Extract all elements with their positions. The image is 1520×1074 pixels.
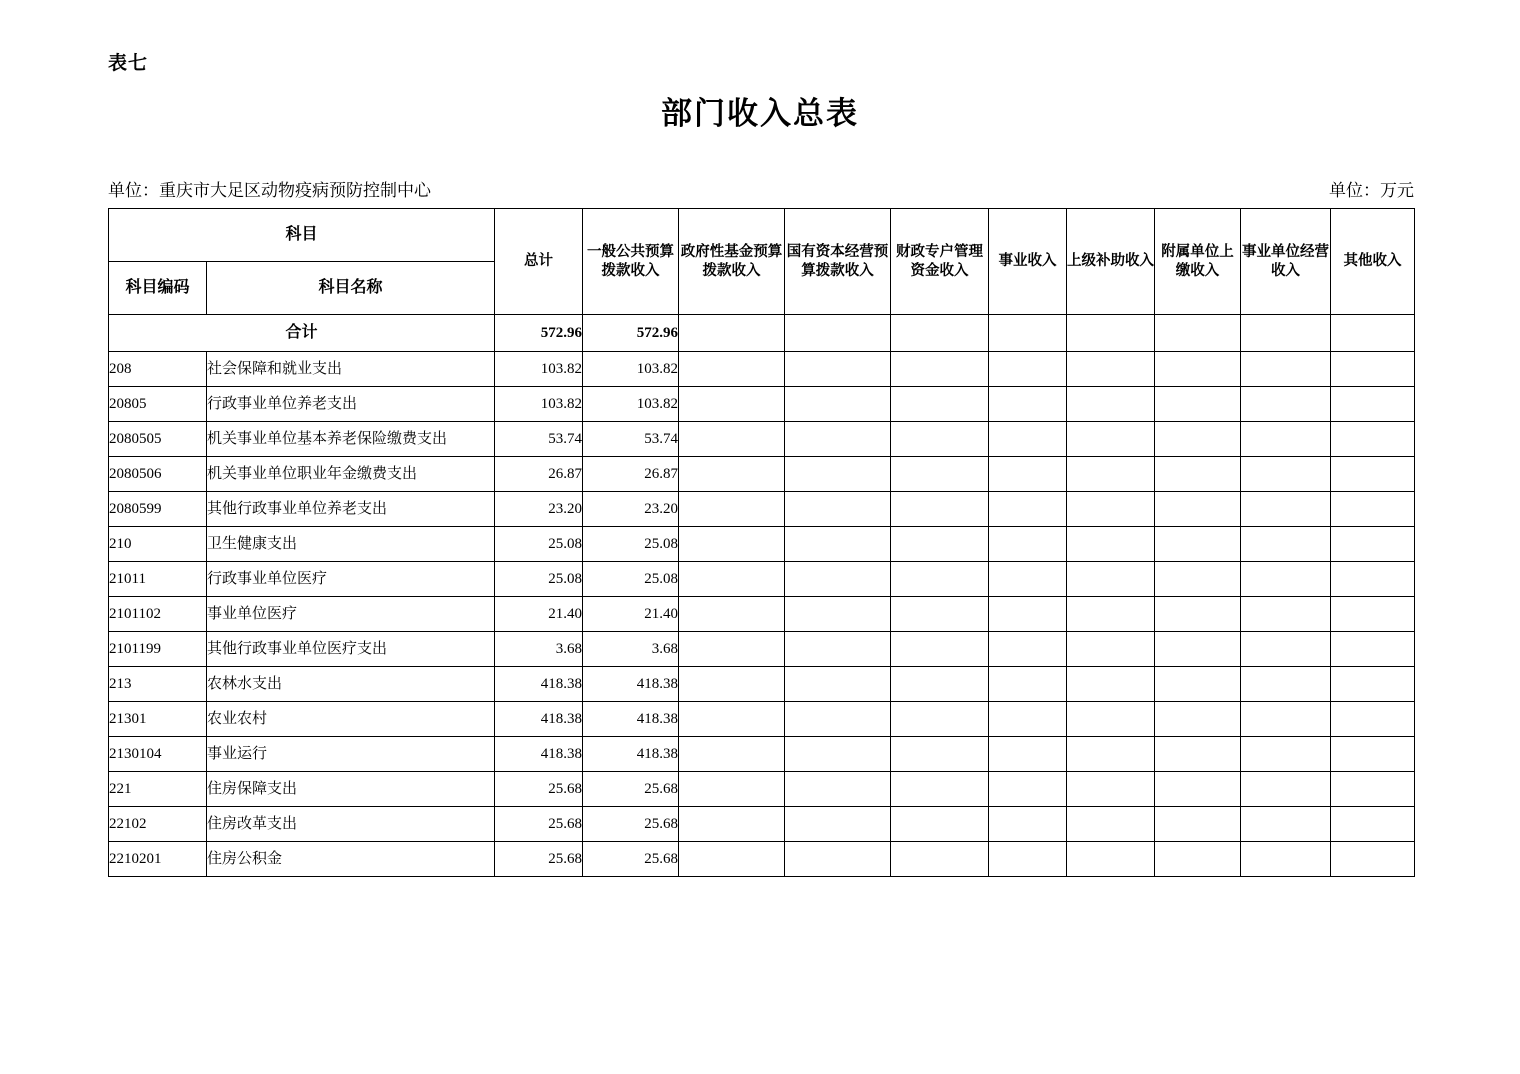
cell-business-operating [1241, 562, 1331, 597]
cell-subject-code: 2210201 [109, 842, 207, 877]
cell-total: 23.20 [495, 492, 583, 527]
cell-subject-name: 行政事业单位养老支出 [207, 387, 495, 422]
cell-other-income [1331, 422, 1415, 457]
cell-fiscal-account [891, 527, 989, 562]
cell-general-public: 25.68 [583, 807, 679, 842]
cell-other-income [1331, 492, 1415, 527]
cell-subject-name: 机关事业单位基本养老保险缴费支出 [207, 422, 495, 457]
table-row [109, 807, 1415, 842]
cell-business-operating [1241, 737, 1331, 772]
cell-general-public: 3.68 [583, 632, 679, 667]
cell-state-capital [785, 842, 891, 877]
cell-subject-code: 2101199 [109, 632, 207, 667]
cell-general-public: 418.38 [583, 667, 679, 702]
cell-gov-fund [679, 632, 785, 667]
cell-business-income [989, 632, 1067, 667]
cell-superior-subsidy [1067, 387, 1155, 422]
cell-other-income [1331, 597, 1415, 632]
cell-total: 103.82 [495, 387, 583, 422]
cell-fiscal-account [891, 422, 989, 457]
header-other-income: 其他收入 [1331, 209, 1415, 315]
cell-total: 25.68 [495, 807, 583, 842]
cell-superior-subsidy [1067, 737, 1155, 772]
amount-unit-label: 单位：万元 [1329, 181, 1414, 200]
total-row-general-public: 572.96 [583, 315, 679, 352]
cell-state-capital [785, 562, 891, 597]
cell-gov-fund [679, 667, 785, 702]
cell-superior-subsidy [1067, 632, 1155, 667]
cell-subject-code: 2080505 [109, 422, 207, 457]
table-row [109, 667, 1415, 702]
cell-other-income [1331, 457, 1415, 492]
cell-business-income [989, 842, 1067, 877]
header-row-1 [109, 209, 1415, 262]
cell-subject-code: 21301 [109, 702, 207, 737]
cell-total: 103.82 [495, 352, 583, 387]
cell-gov-fund [679, 492, 785, 527]
cell-state-capital [785, 352, 891, 387]
cell-subject-code: 221 [109, 772, 207, 807]
cell-subject-code: 210 [109, 527, 207, 562]
cell-state-capital [785, 492, 891, 527]
cell-total: 25.08 [495, 527, 583, 562]
table-row [109, 597, 1415, 632]
header-superior-subsidy: 上级补助收入 [1067, 209, 1155, 315]
cell-business-income [989, 352, 1067, 387]
cell-general-public: 23.20 [583, 492, 679, 527]
cell-subject-code: 213 [109, 667, 207, 702]
cell-general-public: 21.40 [583, 597, 679, 632]
cell-fiscal-account [891, 387, 989, 422]
cell-gov-fund [679, 352, 785, 387]
cell-business-operating [1241, 842, 1331, 877]
cell-business-income [989, 597, 1067, 632]
cell-superior-subsidy [1067, 562, 1155, 597]
form-number-label: 表七 [108, 53, 149, 74]
cell-business-operating [1241, 387, 1331, 422]
cell-business-income [989, 492, 1067, 527]
cell-fiscal-account [891, 562, 989, 597]
header-subject-code: 科目编码 [109, 262, 207, 315]
income-summary-table [108, 208, 1415, 877]
cell-gov-fund [679, 562, 785, 597]
cell-subordinate-payment [1155, 632, 1241, 667]
cell-business-income [989, 667, 1067, 702]
cell-subordinate-payment [1155, 737, 1241, 772]
cell-subordinate-payment [1155, 422, 1241, 457]
meta-row [108, 176, 1414, 201]
cell-superior-subsidy [1067, 352, 1155, 387]
cell-general-public: 103.82 [583, 387, 679, 422]
table-row [109, 772, 1415, 807]
cell-fiscal-account [891, 352, 989, 387]
cell-total: 25.08 [495, 562, 583, 597]
cell-subordinate-payment [1155, 702, 1241, 737]
header-general-public-budget: 一般公共预算拨款收入 [583, 209, 679, 315]
cell-business-operating [1241, 632, 1331, 667]
cell-gov-fund [679, 527, 785, 562]
cell-superior-subsidy [1067, 842, 1155, 877]
cell-business-income [989, 562, 1067, 597]
cell-other-income [1331, 387, 1415, 422]
cell-business-operating [1241, 457, 1331, 492]
cell-subject-name: 事业单位医疗 [207, 597, 495, 632]
cell-general-public: 25.08 [583, 527, 679, 562]
header-business-operating-income: 事业单位经营收入 [1241, 209, 1331, 315]
cell-other-income [1331, 562, 1415, 597]
cell-total: 418.38 [495, 667, 583, 702]
cell-business-income [989, 387, 1067, 422]
cell-business-operating [1241, 527, 1331, 562]
cell-subject-name: 农业农村 [207, 702, 495, 737]
cell-other-income [1331, 632, 1415, 667]
header-subject-name: 科目名称 [207, 262, 495, 315]
cell-subordinate-payment [1155, 492, 1241, 527]
cell-total: 53.74 [495, 422, 583, 457]
cell-total: 418.38 [495, 702, 583, 737]
cell-superior-subsidy [1067, 807, 1155, 842]
cell-other-income [1331, 807, 1415, 842]
header-fiscal-account-fund: 财政专户管理资金收入 [891, 209, 989, 315]
cell-state-capital [785, 457, 891, 492]
table-row [109, 842, 1415, 877]
table-row [109, 632, 1415, 667]
cell-other-income [1331, 842, 1415, 877]
cell-subject-code: 2130104 [109, 737, 207, 772]
header-state-capital-budget: 国有资本经营预算拨款收入 [785, 209, 891, 315]
table-header [109, 209, 1415, 315]
cell-state-capital [785, 422, 891, 457]
cell-subordinate-payment [1155, 772, 1241, 807]
cell-superior-subsidy [1067, 457, 1155, 492]
cell-business-operating [1241, 492, 1331, 527]
cell-fiscal-account [891, 842, 989, 877]
cell-subordinate-payment [1155, 667, 1241, 702]
cell-subject-name: 其他行政事业单位医疗支出 [207, 632, 495, 667]
cell-fiscal-account [891, 737, 989, 772]
cell-subject-name: 农林水支出 [207, 667, 495, 702]
cell-other-income [1331, 737, 1415, 772]
total-row-total: 572.96 [495, 315, 583, 352]
cell-subject-code: 2080506 [109, 457, 207, 492]
table-row [109, 352, 1415, 387]
cell-fiscal-account [891, 492, 989, 527]
cell-fiscal-account [891, 597, 989, 632]
table-row [109, 562, 1415, 597]
table-row [109, 387, 1415, 422]
cell-subject-code: 20805 [109, 387, 207, 422]
page-title: 部门收入总表 [661, 96, 859, 131]
cell-general-public: 103.82 [583, 352, 679, 387]
cell-fiscal-account [891, 702, 989, 737]
cell-gov-fund [679, 772, 785, 807]
cell-total: 25.68 [495, 772, 583, 807]
cell-gov-fund [679, 737, 785, 772]
cell-business-operating [1241, 667, 1331, 702]
table-row [109, 457, 1415, 492]
cell-state-capital [785, 737, 891, 772]
cell-total: 25.68 [495, 842, 583, 877]
unit-name-label: 单位：重庆市大足区动物疫病预防控制中心 [108, 181, 431, 200]
table-row [109, 492, 1415, 527]
cell-subject-code: 2080599 [109, 492, 207, 527]
cell-other-income [1331, 667, 1415, 702]
cell-state-capital [785, 632, 891, 667]
cell-general-public: 418.38 [583, 737, 679, 772]
table-body [109, 315, 1415, 877]
cell-fiscal-account [891, 772, 989, 807]
cell-state-capital [785, 807, 891, 842]
cell-subordinate-payment [1155, 597, 1241, 632]
header-gov-fund-budget: 政府性基金预算拨款收入 [679, 209, 785, 315]
cell-fiscal-account [891, 667, 989, 702]
header-business-income: 事业收入 [989, 209, 1067, 315]
cell-subject-name: 行政事业单位医疗 [207, 562, 495, 597]
cell-business-income [989, 807, 1067, 842]
total-row-business-income [989, 315, 1067, 352]
cell-superior-subsidy [1067, 527, 1155, 562]
table-row [109, 527, 1415, 562]
cell-gov-fund [679, 387, 785, 422]
cell-subject-name: 卫生健康支出 [207, 527, 495, 562]
cell-superior-subsidy [1067, 492, 1155, 527]
total-row-state-capital [785, 315, 891, 352]
cell-subject-name: 住房保障支出 [207, 772, 495, 807]
cell-business-operating [1241, 807, 1331, 842]
cell-gov-fund [679, 597, 785, 632]
total-row-label: 合计 [109, 315, 495, 352]
cell-subject-code: 208 [109, 352, 207, 387]
table-row-total [109, 315, 1415, 352]
cell-general-public: 26.87 [583, 457, 679, 492]
cell-gov-fund [679, 702, 785, 737]
cell-state-capital [785, 702, 891, 737]
cell-business-operating [1241, 702, 1331, 737]
cell-state-capital [785, 527, 891, 562]
cell-other-income [1331, 352, 1415, 387]
cell-business-operating [1241, 422, 1331, 457]
cell-superior-subsidy [1067, 597, 1155, 632]
cell-other-income [1331, 702, 1415, 737]
cell-gov-fund [679, 842, 785, 877]
cell-subject-name: 其他行政事业单位养老支出 [207, 492, 495, 527]
cell-subject-name: 社会保障和就业支出 [207, 352, 495, 387]
cell-general-public: 418.38 [583, 702, 679, 737]
cell-business-income [989, 737, 1067, 772]
cell-subordinate-payment [1155, 457, 1241, 492]
cell-superior-subsidy [1067, 422, 1155, 457]
cell-business-income [989, 702, 1067, 737]
cell-state-capital [785, 772, 891, 807]
cell-subordinate-payment [1155, 562, 1241, 597]
cell-business-income [989, 422, 1067, 457]
cell-other-income [1331, 772, 1415, 807]
cell-gov-fund [679, 807, 785, 842]
cell-subject-name: 住房改革支出 [207, 807, 495, 842]
cell-business-operating [1241, 352, 1331, 387]
cell-total: 26.87 [495, 457, 583, 492]
table-row [109, 737, 1415, 772]
table-row [109, 422, 1415, 457]
cell-business-income [989, 772, 1067, 807]
cell-total: 418.38 [495, 737, 583, 772]
cell-general-public: 25.08 [583, 562, 679, 597]
cell-state-capital [785, 597, 891, 632]
header-total: 总计 [495, 209, 583, 315]
cell-total: 3.68 [495, 632, 583, 667]
cell-business-operating [1241, 597, 1331, 632]
cell-superior-subsidy [1067, 667, 1155, 702]
cell-fiscal-account [891, 632, 989, 667]
cell-subject-name: 住房公积金 [207, 842, 495, 877]
cell-subject-code: 2101102 [109, 597, 207, 632]
cell-business-income [989, 457, 1067, 492]
total-row-other-income [1331, 315, 1415, 352]
cell-general-public: 53.74 [583, 422, 679, 457]
table-row [109, 702, 1415, 737]
cell-business-income [989, 527, 1067, 562]
total-row-business-operating [1241, 315, 1331, 352]
cell-subordinate-payment [1155, 527, 1241, 562]
cell-subordinate-payment [1155, 807, 1241, 842]
header-subject-group: 科目 [109, 209, 495, 262]
cell-fiscal-account [891, 807, 989, 842]
cell-total: 21.40 [495, 597, 583, 632]
cell-subject-name: 事业运行 [207, 737, 495, 772]
header-subordinate-payment: 附属单位上缴收入 [1155, 209, 1241, 315]
cell-subordinate-payment [1155, 387, 1241, 422]
cell-subject-code: 21011 [109, 562, 207, 597]
cell-gov-fund [679, 457, 785, 492]
cell-subordinate-payment [1155, 352, 1241, 387]
total-row-subordinate-payment [1155, 315, 1241, 352]
cell-superior-subsidy [1067, 702, 1155, 737]
cell-business-operating [1241, 772, 1331, 807]
cell-state-capital [785, 387, 891, 422]
total-row-gov-fund [679, 315, 785, 352]
total-row-superior-subsidy [1067, 315, 1155, 352]
cell-general-public: 25.68 [583, 772, 679, 807]
cell-subject-name: 机关事业单位职业年金缴费支出 [207, 457, 495, 492]
total-row-fiscal-account [891, 315, 989, 352]
cell-subject-code: 22102 [109, 807, 207, 842]
cell-superior-subsidy [1067, 772, 1155, 807]
cell-fiscal-account [891, 457, 989, 492]
cell-state-capital [785, 667, 891, 702]
cell-subordinate-payment [1155, 842, 1241, 877]
cell-other-income [1331, 527, 1415, 562]
cell-general-public: 25.68 [583, 842, 679, 877]
cell-gov-fund [679, 422, 785, 457]
